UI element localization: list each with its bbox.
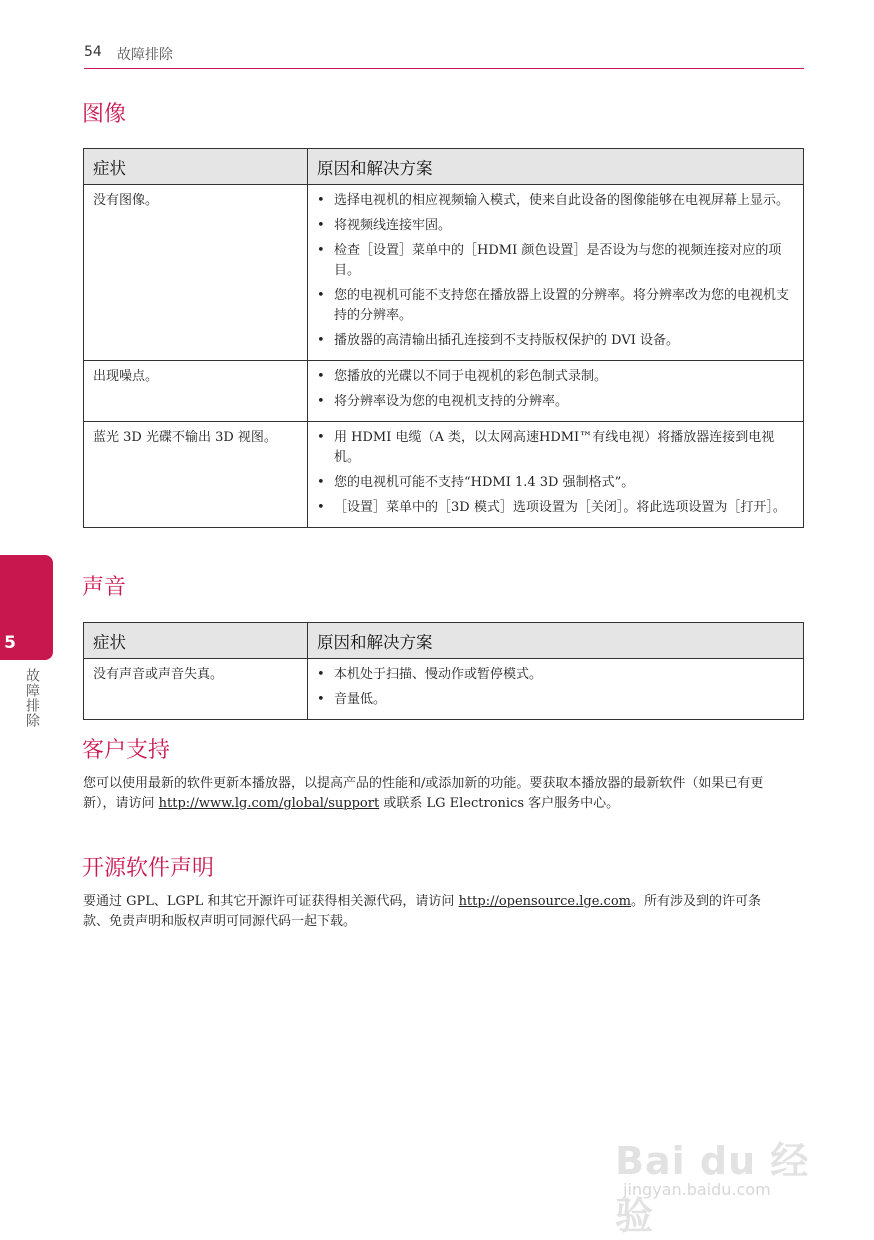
column-header-symptom: 症状 — [84, 623, 308, 659]
section-title-support: 客户支持 — [82, 738, 171, 763]
symptom-cell: 出现噪点。 — [84, 361, 308, 422]
list-item: • 选择电视机的相应视频输入模式，使来自此设备的图像能够在电视屏幕上显示。 — [317, 191, 793, 211]
support-paragraph — [83, 774, 783, 814]
support-text: 您可以使用最新的软件更新本播放器，以提高产品的性能和/或添加新的功能。要获取本播放器的最新软件（如果已有更新），请访问 — [83, 776, 764, 811]
table-row — [84, 185, 804, 361]
cause-list — [317, 428, 793, 518]
list-item: • 将分辨率设为您的电视机支持的分辨率。 — [317, 392, 793, 412]
picture-table — [83, 148, 804, 528]
opensource-link[interactable]: http://opensource.lge.com — [458, 894, 631, 909]
symptom-cell: 没有声音或声音失真。 — [84, 659, 308, 720]
list-item: • 您的电视机可能不支持“HDMI 1.4 3D 强制格式”。 — [317, 473, 793, 493]
symptom-cell: 没有图像。 — [84, 185, 308, 361]
table-row — [84, 659, 804, 720]
cause-list — [317, 367, 793, 412]
list-item: • 播放器的高清输出插孔连接到不支持版权保护的 DVI 设备。 — [317, 331, 793, 351]
solution-cell — [308, 659, 804, 720]
opensource-text: 要通过 GPL、LGPL 和其它开源许可证获得相关源代码，请访问 — [83, 894, 459, 909]
sound-table — [83, 622, 804, 720]
section-title-opensource: 开源软件声明 — [82, 856, 215, 881]
section-title-picture: 图像 — [82, 102, 127, 127]
opensource-paragraph — [83, 892, 783, 932]
table-row — [84, 422, 804, 528]
section-title-sound: 声音 — [82, 575, 127, 600]
chapter-label: 故障排除 — [24, 668, 40, 728]
list-item: • ［设置］菜单中的［3D 模式］选项设置为［关闭］。将此选项设置为［打开］。 — [317, 498, 793, 518]
table-row — [84, 361, 804, 422]
watermark-brand: Bai du 经验 — [615, 1139, 810, 1238]
column-header-solution: 原因和解决方案 — [308, 623, 804, 659]
page-number: 54 — [84, 44, 102, 60]
symptom-cell: 蓝光 3D 光碟不输出 3D 视图。 — [84, 422, 308, 528]
list-item: • 您播放的光碟以不同于电视机的彩色制式录制。 — [317, 367, 793, 387]
column-header-solution: 原因和解决方案 — [308, 149, 804, 185]
list-item: • 您的电视机可能不支持您在播放器上设置的分辨率。将分辨率改为您的电视机支持的分辨率。 — [317, 286, 793, 326]
support-link[interactable]: http://www.lg.com/global/support — [158, 796, 380, 811]
header-title: 故障排除 — [117, 47, 173, 63]
list-item: • 将视频线连接牢固。 — [317, 216, 793, 236]
solution-cell — [308, 422, 804, 528]
solution-cell — [308, 361, 804, 422]
list-item: • 检查［设置］菜单中的［HDMI 颜色设置］是否设为与您的视频连接对应的项目。 — [317, 241, 793, 281]
page-header — [84, 44, 804, 69]
list-item: • 本机处于扫描、慢动作或暂停模式。 — [317, 665, 793, 685]
list-item: • 用 HDMI 电缆（A 类，以太网高速HDMI™有线电视）将播放器连接到电视机。 — [317, 428, 793, 468]
cause-list — [317, 191, 793, 351]
opensource-text-end: 。所有涉及到的许可条款、免责声明和版权声明可同源代码一起下载。 — [83, 894, 762, 929]
column-header-symptom: 症状 — [84, 149, 308, 185]
support-text-end: 或联系 LG Electronics 客户服务中心。 — [379, 796, 620, 811]
chapter-tab — [0, 555, 53, 660]
chapter-number: 5 — [4, 633, 16, 653]
list-item: • 音量低。 — [317, 690, 793, 710]
cause-list — [317, 665, 793, 710]
watermark-url: jingyan.baidu.com — [623, 1180, 771, 1199]
solution-cell — [308, 185, 804, 361]
baidu-watermark — [615, 1110, 825, 1238]
